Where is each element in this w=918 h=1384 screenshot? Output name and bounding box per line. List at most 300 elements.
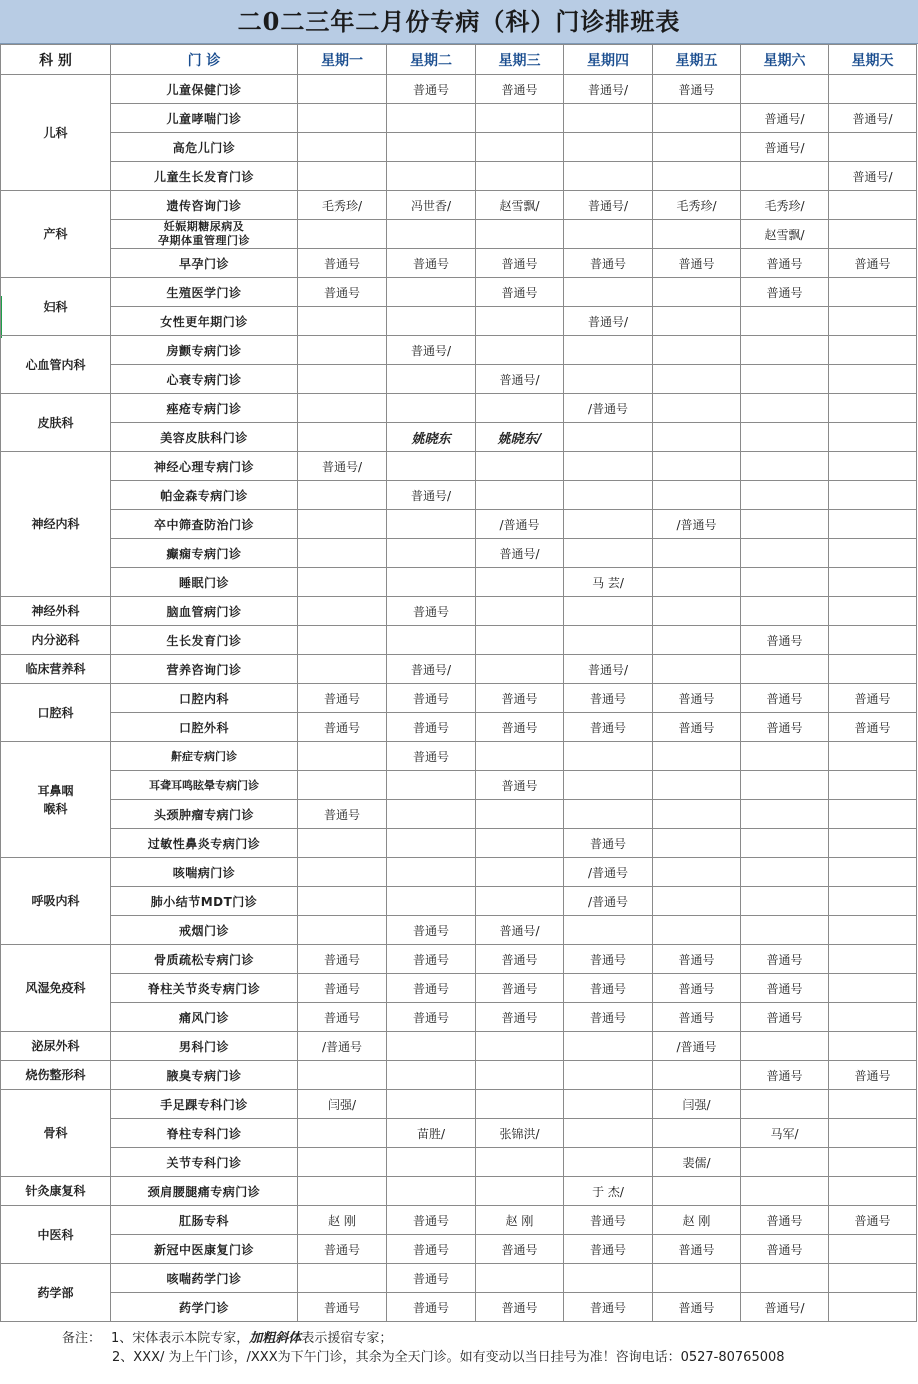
schedule-cell-tue: 普通号 [387, 1235, 476, 1264]
schedule-cell-sat [741, 336, 829, 365]
day-header-sun: 星期天 [829, 45, 917, 75]
schedule-cell-tue: 普通号 [387, 974, 476, 1003]
schedule-cell-sun [829, 1119, 917, 1148]
day-header-thu: 星期四 [564, 45, 653, 75]
schedule-cell-mon [298, 916, 387, 945]
schedule-cell-mon: 赵 刚 [298, 1206, 387, 1235]
schedule-cell-fri [653, 800, 741, 829]
table-row [1, 597, 917, 626]
schedule-cell-wed [476, 1090, 564, 1119]
schedule-cell-fri [653, 742, 741, 771]
schedule-cell-sun [829, 1032, 917, 1061]
schedule-cell-sun [829, 1148, 917, 1177]
note-line-1 [62, 1327, 392, 1346]
table-row [1, 104, 917, 133]
clinic-name: 遗传咨询门诊 [111, 191, 298, 220]
schedule-cell-fri [653, 133, 741, 162]
schedule-cell-mon: 普通号 [298, 1003, 387, 1032]
schedule-cell-sat [741, 858, 829, 887]
day-header-wed: 星期三 [476, 45, 564, 75]
schedule-cell-fri: /普通号 [653, 1032, 741, 1061]
schedule-cell-fri: 赵 刚 [653, 1206, 741, 1235]
schedule-cell-tue [387, 307, 476, 336]
schedule-cell-sun [829, 75, 917, 104]
schedule-cell-sat: 赵雪飘/ [741, 220, 829, 249]
schedule-cell-thu [564, 626, 653, 655]
schedule-cell-thu [564, 481, 653, 510]
schedule-cell-sat [741, 916, 829, 945]
schedule-cell-mon: 普通号 [298, 1293, 387, 1322]
schedule-cell-fri: 普通号 [653, 974, 741, 1003]
table-row [1, 1119, 917, 1148]
schedule-cell-tue: 普通号 [387, 916, 476, 945]
schedule-cell-sat [741, 655, 829, 684]
schedule-cell-mon [298, 481, 387, 510]
clinic-name [111, 220, 298, 249]
clinic-name: 过敏性鼻炎专病门诊 [111, 829, 298, 858]
table-row [1, 1061, 917, 1090]
schedule-cell-thu [564, 510, 653, 539]
schedule-cell-sat: 普通号/ [741, 133, 829, 162]
schedule-cell-tue: 苗胜/ [387, 1119, 476, 1148]
schedule-cell-tue [387, 1177, 476, 1206]
schedule-cell-wed: 普通号 [476, 771, 564, 800]
schedule-cell-sat [741, 829, 829, 858]
table-row [1, 771, 917, 800]
schedule-cell-fri [653, 162, 741, 191]
dept-cell: 口腔科 [1, 684, 111, 742]
clinic-name: 头颈肿瘤专病门诊 [111, 800, 298, 829]
schedule-cell-mon: 普通号 [298, 684, 387, 713]
schedule-cell-thu [564, 1148, 653, 1177]
clinic-name: 帕金森专病门诊 [111, 481, 298, 510]
schedule-cell-sat [741, 800, 829, 829]
schedule-cell-wed: 普通号 [476, 249, 564, 278]
schedule-cell-sat [741, 423, 829, 452]
clinic-name: 戒烟门诊 [111, 916, 298, 945]
schedule-cell-mon: /普通号 [298, 1032, 387, 1061]
schedule-cell-thu: 普通号 [564, 829, 653, 858]
schedule-cell-tue [387, 626, 476, 655]
schedule-cell-sat [741, 452, 829, 481]
schedule-cell-mon [298, 75, 387, 104]
schedule-cell-tue: 冯世香/ [387, 191, 476, 220]
schedule-cell-tue: 普通号 [387, 249, 476, 278]
schedule-cell-thu: 普通号/ [564, 75, 653, 104]
schedule-cell-mon: 普通号 [298, 713, 387, 742]
table-row [1, 249, 917, 278]
schedule-cell-tue [387, 771, 476, 800]
table-row [1, 684, 917, 713]
schedule-cell-sun: 普通号 [829, 684, 917, 713]
schedule-cell-thu [564, 452, 653, 481]
schedule-cell-tue: 姚晓东 [387, 423, 476, 452]
schedule-cell-mon: 毛秀珍/ [298, 191, 387, 220]
table-row [1, 191, 917, 220]
clinic-name: 房颤专病门诊 [111, 336, 298, 365]
schedule-cell-sat: 普通号 [741, 1206, 829, 1235]
schedule-cell-sun [829, 394, 917, 423]
schedule-cell-sun: 普通号 [829, 249, 917, 278]
schedule-cell-tue [387, 887, 476, 916]
schedule-cell-thu: 普通号/ [564, 191, 653, 220]
schedule-cell-mon [298, 510, 387, 539]
schedule-cell-mon [298, 394, 387, 423]
schedule-cell-mon [298, 568, 387, 597]
schedule-cell-sun [829, 191, 917, 220]
schedule-cell-wed [476, 858, 564, 887]
schedule-cell-fri [653, 1264, 741, 1293]
schedule-cell-mon: 普通号 [298, 1235, 387, 1264]
schedule-cell-thu [564, 162, 653, 191]
schedule-cell-tue: 普通号/ [387, 481, 476, 510]
clinic-name: 颈肩腰腿痛专病门诊 [111, 1177, 298, 1206]
dept-cell: 中医科 [1, 1206, 111, 1264]
clinic-header: 门 诊 [111, 45, 298, 75]
schedule-cell-fri: 普通号 [653, 75, 741, 104]
clinic-name: 关节专科门诊 [111, 1148, 298, 1177]
schedule-cell-sun [829, 452, 917, 481]
schedule-cell-wed [476, 336, 564, 365]
schedule-cell-wed [476, 887, 564, 916]
dept-cell: 泌尿外科 [1, 1032, 111, 1061]
schedule-cell-sat: 普通号 [741, 713, 829, 742]
schedule-cell-wed [476, 1264, 564, 1293]
schedule-cell-fri [653, 278, 741, 307]
schedule-cell-mon [298, 1061, 387, 1090]
schedule-cell-fri [653, 597, 741, 626]
schedule-cell-tue [387, 1061, 476, 1090]
table-row [1, 1090, 917, 1119]
schedule-cell-sat [741, 510, 829, 539]
clinic-name: 口腔内科 [111, 684, 298, 713]
dept-name-line: 耳鼻咽 [37, 783, 74, 798]
schedule-cell-sat [741, 1032, 829, 1061]
schedule-cell-tue [387, 800, 476, 829]
schedule-cell-thu: 马 芸/ [564, 568, 653, 597]
schedule-cell-mon: 普通号 [298, 974, 387, 1003]
schedule-cell-wed: 赵 刚 [476, 1206, 564, 1235]
dept-cell: 皮肤科 [1, 394, 111, 452]
note-line-1-suffix: 表示援宿专家； [301, 1331, 393, 1346]
schedule-cell-fri: 普通号 [653, 684, 741, 713]
schedule-cell-sun [829, 916, 917, 945]
clinic-name: 痛风门诊 [111, 1003, 298, 1032]
schedule-cell-mon [298, 162, 387, 191]
schedule-cell-sun [829, 945, 917, 974]
dept-cell: 骨科 [1, 1090, 111, 1177]
table-row [1, 1177, 917, 1206]
page-title: 二0二三年二月份专病（科）门诊排班表 [0, 0, 918, 44]
schedule-cell-tue [387, 278, 476, 307]
schedule-cell-sat: 马军/ [741, 1119, 829, 1148]
schedule-cell-tue [387, 220, 476, 249]
clinic-name: 儿童保健门诊 [111, 75, 298, 104]
schedule-cell-tue [387, 394, 476, 423]
day-header-tue: 星期二 [387, 45, 476, 75]
table-row [1, 974, 917, 1003]
schedule-cell-mon [298, 626, 387, 655]
schedule-cell-sun: 普通号 [829, 713, 917, 742]
clinic-name: 鼾症专病门诊 [111, 742, 298, 771]
schedule-cell-thu: 普通号 [564, 684, 653, 713]
schedule-cell-sat [741, 481, 829, 510]
dept-cell: 针灸康复科 [1, 1177, 111, 1206]
schedule-cell-fri: 裴儒/ [653, 1148, 741, 1177]
schedule-cell-mon [298, 771, 387, 800]
schedule-cell-fri [653, 1177, 741, 1206]
schedule-cell-thu [564, 1090, 653, 1119]
schedule-cell-wed [476, 220, 564, 249]
clinic-name: 肛肠专科 [111, 1206, 298, 1235]
schedule-cell-thu: 普通号/ [564, 307, 653, 336]
schedule-cell-wed: 普通号 [476, 713, 564, 742]
clinic-name-line: 孕期体重管理门诊 [158, 234, 250, 247]
table-row [1, 133, 917, 162]
schedule-cell-sat [741, 1148, 829, 1177]
schedule-cell-mon [298, 742, 387, 771]
schedule-cell-tue [387, 510, 476, 539]
schedule-cell-sun: 普通号 [829, 1061, 917, 1090]
clinic-name: 生殖医学门诊 [111, 278, 298, 307]
dept-cell: 内分泌科 [1, 626, 111, 655]
schedule-cell-wed [476, 1148, 564, 1177]
day-header-sat: 星期六 [741, 45, 829, 75]
schedule-cell-thu [564, 423, 653, 452]
schedule-cell-thu: /普通号 [564, 858, 653, 887]
schedule-cell-sat [741, 365, 829, 394]
schedule-body [1, 75, 917, 1322]
table-row [1, 162, 917, 191]
schedule-cell-mon [298, 1148, 387, 1177]
schedule-cell-fri [653, 568, 741, 597]
clinic-name: 生长发育门诊 [111, 626, 298, 655]
schedule-cell-thu [564, 104, 653, 133]
schedule-cell-wed: 普通号 [476, 75, 564, 104]
schedule-cell-tue [387, 133, 476, 162]
schedule-cell-wed: 赵雪飘/ [476, 191, 564, 220]
schedule-cell-sat: 普通号 [741, 974, 829, 1003]
schedule-table [0, 44, 917, 1322]
table-row [1, 800, 917, 829]
schedule-cell-sun [829, 771, 917, 800]
schedule-cell-thu [564, 1032, 653, 1061]
schedule-cell-sun [829, 1177, 917, 1206]
schedule-cell-sun [829, 365, 917, 394]
schedule-cell-sat [741, 771, 829, 800]
schedule-cell-thu [564, 742, 653, 771]
schedule-cell-thu: 普通号 [564, 1003, 653, 1032]
clinic-name: 手足踝专科门诊 [111, 1090, 298, 1119]
schedule-cell-sat: 普通号 [741, 626, 829, 655]
schedule-cell-thu: 普通号/ [564, 655, 653, 684]
schedule-cell-fri: 毛秀珍/ [653, 191, 741, 220]
schedule-cell-fri [653, 887, 741, 916]
clinic-name: 脊柱关节炎专病门诊 [111, 974, 298, 1003]
schedule-cell-mon [298, 1264, 387, 1293]
clinic-name: 神经心理专病门诊 [111, 452, 298, 481]
schedule-cell-tue: 普通号/ [387, 655, 476, 684]
table-row [1, 1235, 917, 1264]
clinic-name: 咳喘病门诊 [111, 858, 298, 887]
table-row [1, 568, 917, 597]
dept-header: 科 别 [1, 45, 111, 75]
schedule-cell-thu: /普通号 [564, 887, 653, 916]
schedule-cell-thu: 于 杰/ [564, 1177, 653, 1206]
schedule-cell-tue [387, 568, 476, 597]
clinic-name: 女性更年期门诊 [111, 307, 298, 336]
schedule-cell-wed: 普通号 [476, 1003, 564, 1032]
schedule-cell-wed [476, 597, 564, 626]
table-row [1, 858, 917, 887]
schedule-cell-sun: 普通号/ [829, 104, 917, 133]
schedule-cell-tue [387, 829, 476, 858]
clinic-name: 咳喘药学门诊 [111, 1264, 298, 1293]
schedule-cell-wed: /普通号 [476, 510, 564, 539]
schedule-cell-mon: 普通号 [298, 249, 387, 278]
schedule-cell-wed [476, 1061, 564, 1090]
table-row [1, 887, 917, 916]
table-row [1, 1148, 917, 1177]
schedule-cell-tue: 普通号 [387, 75, 476, 104]
schedule-cell-tue: 普通号/ [387, 336, 476, 365]
schedule-cell-mon [298, 539, 387, 568]
clinic-name: 痤疮专病门诊 [111, 394, 298, 423]
schedule-cell-thu [564, 336, 653, 365]
schedule-cell-sun [829, 133, 917, 162]
schedule-cell-fri: /普通号 [653, 510, 741, 539]
schedule-cell-wed [476, 1032, 564, 1061]
dept-name-line: 喉科 [43, 801, 68, 816]
schedule-cell-mon [298, 1177, 387, 1206]
schedule-cell-thu: 普通号 [564, 945, 653, 974]
schedule-cell-mon [298, 336, 387, 365]
clinic-name: 口腔外科 [111, 713, 298, 742]
schedule-cell-tue: 普通号 [387, 713, 476, 742]
schedule-cell-tue: 普通号 [387, 597, 476, 626]
schedule-cell-sat: 普通号 [741, 684, 829, 713]
schedule-cell-tue [387, 1032, 476, 1061]
schedule-cell-tue [387, 1090, 476, 1119]
table-row [1, 945, 917, 974]
schedule-cell-tue: 普通号 [387, 1264, 476, 1293]
schedule-cell-wed [476, 742, 564, 771]
schedule-cell-fri [653, 307, 741, 336]
schedule-cell-tue [387, 162, 476, 191]
clinic-name: 骨质疏松专病门诊 [111, 945, 298, 974]
schedule-cell-wed [476, 162, 564, 191]
schedule-cell-sun [829, 539, 917, 568]
schedule-cell-mon: 普通号 [298, 945, 387, 974]
schedule-cell-fri: 普通号 [653, 249, 741, 278]
schedule-cell-mon [298, 655, 387, 684]
schedule-cell-fri [653, 481, 741, 510]
schedule-cell-tue: 普通号 [387, 1206, 476, 1235]
schedule-cell-sat [741, 539, 829, 568]
schedule-cell-wed: 姚晓东/ [476, 423, 564, 452]
schedule-cell-sat: 普通号 [741, 278, 829, 307]
schedule-cell-fri: 普通号 [653, 1293, 741, 1322]
schedule-cell-sat [741, 597, 829, 626]
table-row [1, 365, 917, 394]
clinic-name: 营养咨询门诊 [111, 655, 298, 684]
schedule-cell-wed [476, 133, 564, 162]
schedule-cell-mon [298, 307, 387, 336]
clinic-name: 脑血管病门诊 [111, 597, 298, 626]
schedule-cell-wed: 张锦洪/ [476, 1119, 564, 1148]
table-row [1, 336, 917, 365]
dept-cell: 产科 [1, 191, 111, 278]
schedule-cell-mon: 普通号 [298, 800, 387, 829]
schedule-cell-tue [387, 452, 476, 481]
schedule-cell-mon [298, 365, 387, 394]
table-row [1, 510, 917, 539]
schedule-cell-thu: 普通号 [564, 1206, 653, 1235]
schedule-cell-sat: 普通号 [741, 1235, 829, 1264]
table-row [1, 713, 917, 742]
table-row [1, 394, 917, 423]
table-row [1, 75, 917, 104]
schedule-cell-sun [829, 858, 917, 887]
schedule-cell-thu: 普通号 [564, 974, 653, 1003]
schedule-cell-mon [298, 829, 387, 858]
schedule-cell-mon [298, 597, 387, 626]
schedule-cell-sat [741, 568, 829, 597]
note-line-2: 2、XXX/ 为上午门诊，/XXX为下午门诊，其余为全天门诊。如有变动以当日挂号为准！咨询电话：0527-80765008 [112, 1350, 785, 1365]
schedule-cell-sat: 普通号 [741, 249, 829, 278]
schedule-cell-sat [741, 162, 829, 191]
schedule-cell-tue: 普通号 [387, 684, 476, 713]
schedule-cell-wed: 普通号 [476, 1293, 564, 1322]
table-row [1, 1032, 917, 1061]
schedule-cell-thu: 普通号 [564, 249, 653, 278]
clinic-name: 腋臭专病门诊 [111, 1061, 298, 1090]
schedule-cell-sun [829, 974, 917, 1003]
schedule-cell-thu [564, 916, 653, 945]
clinic-name: 肺小结节MDT门诊 [111, 887, 298, 916]
schedule-cell-mon [298, 858, 387, 887]
clinic-name: 心衰专病门诊 [111, 365, 298, 394]
schedule-cell-mon [298, 133, 387, 162]
schedule-cell-sun [829, 829, 917, 858]
schedule-cell-wed [476, 655, 564, 684]
schedule-cell-thu [564, 220, 653, 249]
schedule-cell-sun [829, 1293, 917, 1322]
schedule-cell-wed [476, 452, 564, 481]
table-row [1, 1293, 917, 1322]
schedule-cell-sun [829, 510, 917, 539]
clinic-name: 儿童哮喘门诊 [111, 104, 298, 133]
schedule-cell-mon: 普通号/ [298, 452, 387, 481]
schedule-cell-sat: 普通号 [741, 1061, 829, 1090]
schedule-cell-sat: 普通号 [741, 1003, 829, 1032]
table-row [1, 916, 917, 945]
note-line-1-guest: 加粗斜体 [249, 1331, 302, 1346]
schedule-cell-wed: 普通号 [476, 1235, 564, 1264]
schedule-cell-fri: 闫强/ [653, 1090, 741, 1119]
table-row [1, 1003, 917, 1032]
schedule-cell-tue [387, 1148, 476, 1177]
clinic-name: 耳聋耳鸣眩晕专病门诊 [111, 771, 298, 800]
table-row [1, 220, 917, 249]
schedule-cell-mon: 闫强/ [298, 1090, 387, 1119]
schedule-cell-fri [653, 829, 741, 858]
schedule-cell-sat [741, 75, 829, 104]
schedule-cell-fri: 普通号 [653, 945, 741, 974]
schedule-cell-thu: 普通号 [564, 1235, 653, 1264]
schedule-cell-sun [829, 1264, 917, 1293]
schedule-cell-sat [741, 887, 829, 916]
